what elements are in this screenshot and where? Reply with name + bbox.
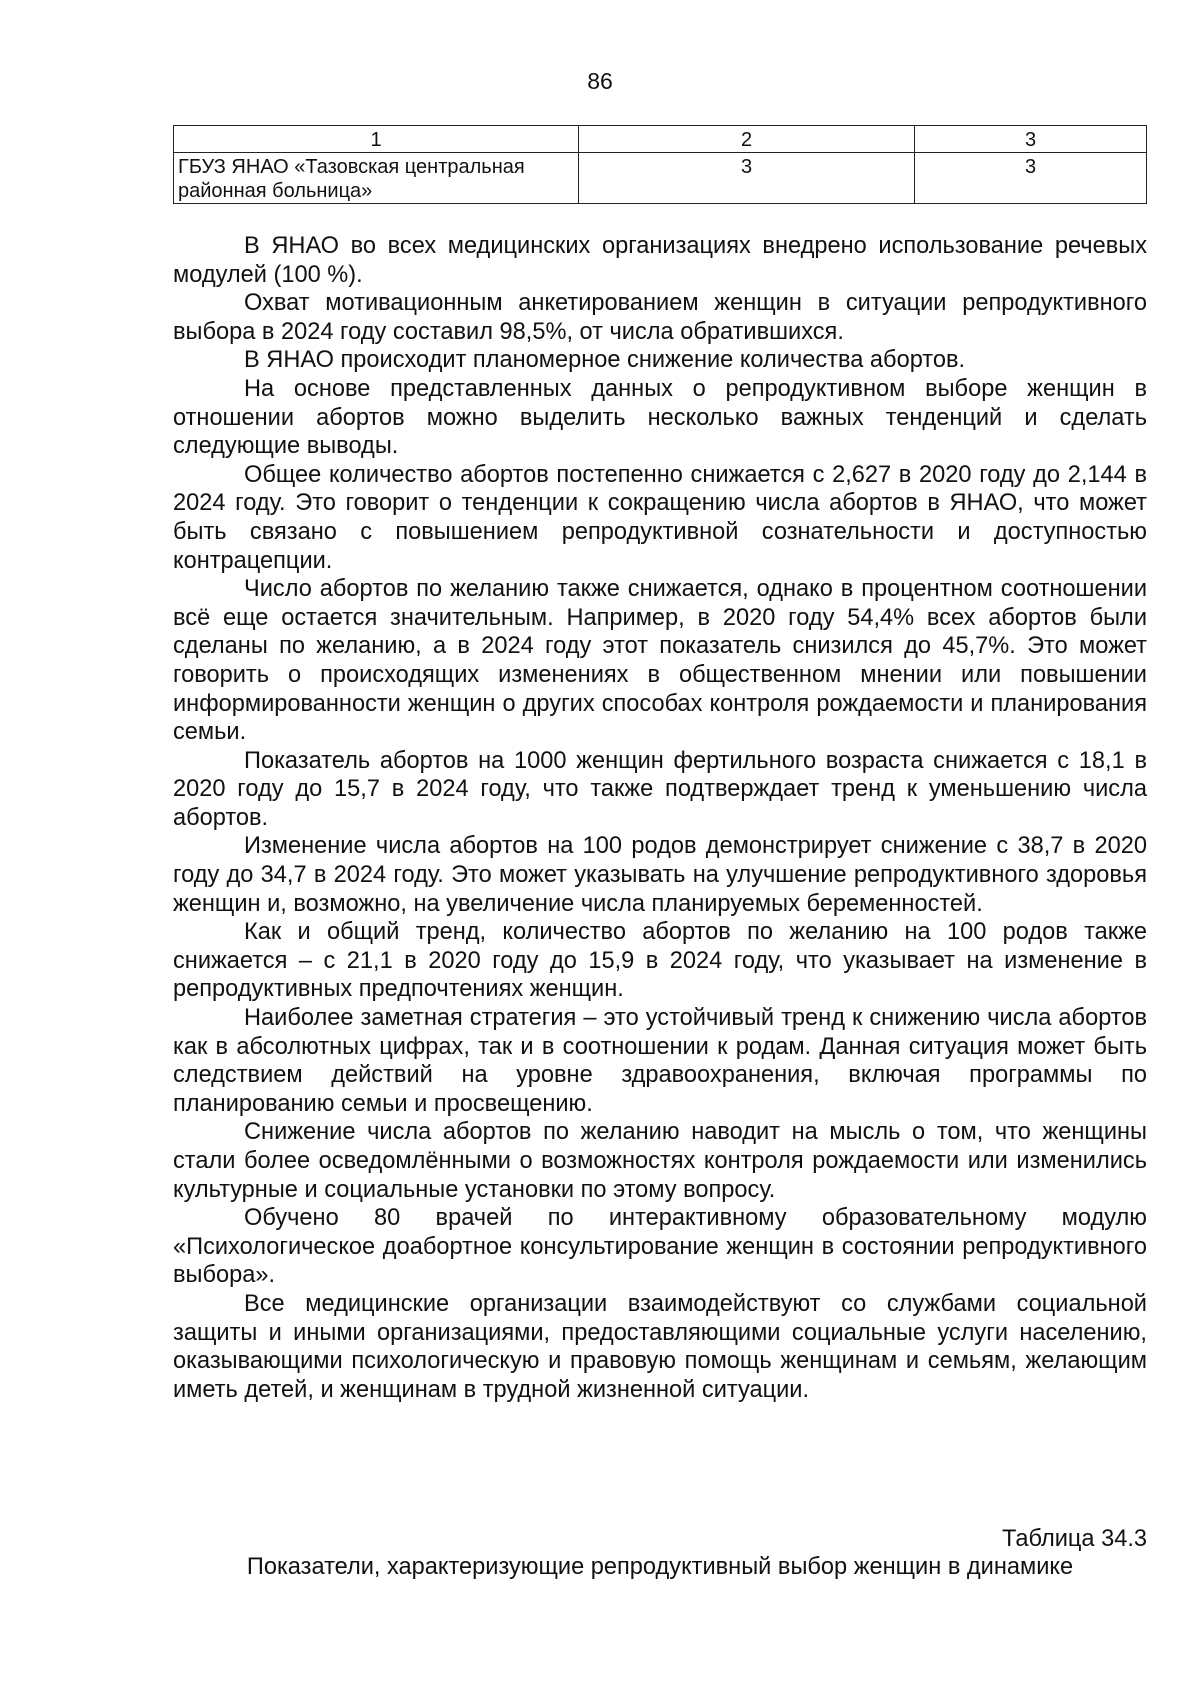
table-header-cell: 3	[915, 126, 1147, 153]
paragraph: Снижение числа абортов по желанию наводит на мысль о том, что женщины стали более осведомлёнными о возможностях контроля рождаемости или изменились культурные и социальные установки по этому вопросу.	[173, 1119, 1147, 1203]
table-caption: Показатели, характеризующие репродуктивный выбор женщин в динамике	[246, 1554, 1074, 1580]
table-header-cell: 2	[579, 126, 915, 153]
paragraph: На основе представленных данных о репродуктивном выборе женщин в отношении абортов можно выделить несколько важных тенденций и сделать следующие выводы.	[173, 375, 1147, 460]
paragraph: Изменение числа абортов на 100 родов демонстрирует снижение с 38,7 в 2020 году до 34,7 в 2024 году. Это может указывать на улучшение репродуктивного здоровья женщин и, возможно, на увеличение числа планируемых беременностей.	[173, 833, 1147, 917]
paragraph: В ЯНАО происходит планомерное снижение количества абортов.	[244, 347, 966, 374]
table-cell: 3	[915, 153, 1147, 204]
table-cell: 3	[579, 153, 915, 204]
table-cell-organization: ГБУЗ ЯНАО «Тазовская центральная районная больница»	[174, 153, 579, 204]
table-header-row	[174, 126, 1147, 153]
paragraph: Число абортов по желанию также снижается, однако в процентном соотношении всё еще остается значительным. Например, в 2020 году 54,4% всех абортов были сделаны по желанию, а в 2024 году этот показатель снизился до 45,7%. Это может говорить о происходящих изменениях в общественном мнении или повышении информированности женщин о других способах контроля рождаемости и планирования семьи.	[173, 576, 1147, 746]
paragraph: Общее количество абортов постепенно снижается с 2,627 в 2020 году до 2,144 в 2024 году. Это говорит о тенденции к сокращению числа абортов в ЯНАО, что может быть связано с повышением репродуктивной сознательности и доступностью контрацепции.	[173, 461, 1147, 574]
paragraph: Все медицинские организации взаимодействуют со службами социальной защиты и иными организациями, предоставляющими социальные услуги населению, оказывающими психологическую и правовую помощь женщинам и семьям, желающим иметь детей, и женщинам в трудной жизненной ситуации.	[173, 1290, 1147, 1403]
table-label: Таблица 34.3	[1002, 1526, 1147, 1552]
table-row	[174, 153, 1147, 204]
continuation-table	[173, 125, 1147, 204]
table-header-cell: 1	[174, 126, 579, 153]
page-number: 86	[587, 68, 613, 94]
paragraph: Показатель абортов на 1000 женщин фертильного возраста снижается с 18,1 в 2020 году до 15,7 в 2024 году, что также подтверждает тренд к уменьшению числа абортов.	[173, 747, 1147, 831]
body-text	[173, 232, 1147, 1404]
paragraph: Наиболее заметная стратегия – это устойчивый тренд к снижению числа абортов как в абсолютных цифрах, так и в соотношении к родам. Данная ситуация может быть следствием действий на уровне здравоохранения, включая программы по планированию семьи и просвещению.	[173, 1005, 1147, 1117]
paragraph: В ЯНАО во всех медицинских организациях внедрено использование речевых модулей (100 %).	[173, 233, 1147, 288]
paragraph: Как и общий тренд, количество абортов по желанию на 100 родов также снижается – с 21,1 в 2020 году до 15,9 в 2024 году, что указывает на изменение в репродуктивных предпочтениях женщин.	[173, 919, 1147, 1003]
paragraph: Обучено 80 врачей по интерактивному образовательному модулю «Психологическое доабортное консультирование женщин в состоянии репродуктивного выбора».	[173, 1205, 1147, 1289]
paragraph: Охват мотивационным анкетированием женщин в ситуации репродуктивного выбора в 2024 году составил 98,5%, от числа обратившихся.	[173, 290, 1147, 345]
